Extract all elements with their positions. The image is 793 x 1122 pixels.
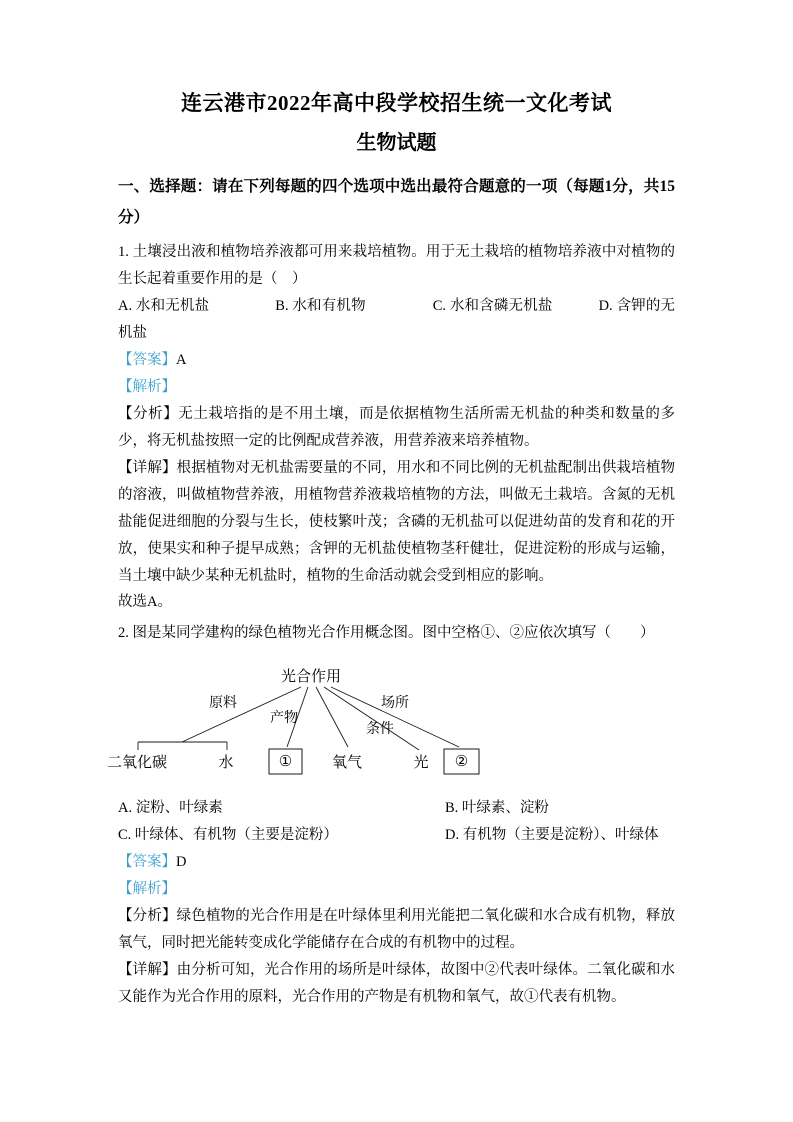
q1-answer-value: A bbox=[176, 351, 187, 368]
q1-detail-label: 【详解】 bbox=[118, 459, 177, 476]
q1-explanation-label: 【解析】 bbox=[118, 378, 176, 395]
q2-analysis-text: 绿色植物的光合作用是在叶绿体里利用光能把二氧化碳和水合成有机物，释放氧气，同时把光能转变成化学能储存在合成的有机物中的过程。 bbox=[118, 908, 676, 952]
section-heading: 一、选择题：请在下列每题的四个选项中选出最符合题意的一项（每题1分，共15分） bbox=[118, 178, 675, 226]
q1-analysis-paragraph bbox=[118, 401, 675, 455]
q1-answer-label: 【答案】 bbox=[118, 351, 176, 368]
q2-answer-value: D bbox=[176, 854, 187, 871]
q2-detail-paragraph bbox=[118, 957, 675, 1011]
q1-detail-paragraph bbox=[118, 455, 675, 590]
q1-analysis-label: 【分析】 bbox=[118, 405, 179, 422]
diagram-connector-lines bbox=[138, 687, 459, 750]
q1-conclusion: 故选A。 bbox=[118, 594, 172, 611]
doc-subtitle: 生物试题 bbox=[356, 132, 437, 155]
photosynthesis-concept-diagram bbox=[106, 655, 671, 783]
q2-stem: 2. 图是某同学建构的绿色植物光合作用概念图。图中空格①、②应依次填写（ ） bbox=[118, 625, 655, 642]
diagram-site-label: 场所 bbox=[381, 696, 409, 712]
q1-analysis-text: 无土栽培指的是不用土壤，而是依据植物生活所需无机盐的种类和数量的多少，将无机盐按照一定的比例配成营养液，用营养液来培养植物。 bbox=[118, 405, 676, 449]
question-2 bbox=[106, 620, 676, 1011]
diagram-condition-label: 条件 bbox=[366, 722, 394, 738]
question-1 bbox=[118, 239, 675, 617]
q2-answer-line bbox=[118, 849, 675, 876]
q2-option-c: C. 叶绿体、有机物（主要是淀粉） bbox=[118, 827, 338, 844]
q2-answer-label: 【答案】 bbox=[118, 854, 176, 871]
q2-options bbox=[118, 795, 675, 849]
q1-answer-line bbox=[118, 347, 675, 374]
q1-option-d: D. 含钾的无机盐 bbox=[118, 297, 675, 341]
diagram-materials-label: 原料 bbox=[209, 696, 237, 712]
q1-option-b: B. 水和有机物 bbox=[275, 297, 366, 314]
q2-explanation-label: 【解析】 bbox=[118, 881, 176, 898]
diagram-root-label: 光合作用 bbox=[280, 669, 342, 686]
q1-stem: 1. 土壤浸出液和植物培养液都可用来栽培植物。用于无土栽培的植物培养液中对植物的生长起着重要作用的是（ ） bbox=[118, 243, 675, 287]
diagram-light-label: 光 bbox=[413, 755, 429, 772]
q2-option-d: D. 有机物（主要是淀粉）、叶绿体 bbox=[445, 827, 659, 844]
q2-detail-text: 由分析可知，光合作用的场所是叶绿体，故图中②代表叶绿体。二氧化碳和水又能作为光合作用的原料，光合作用的产物是有机物和氧气，故①代表有机物。 bbox=[118, 962, 676, 1006]
q1-detail-text: 根据植物对无机盐需要量的不同，用水和不同比例的无机盐配制出供栽培植物的溶液，叫做植物营养液，用植物营养液栽培植物的方法，叫做无土栽培。含氮的无机盐能促进细胞的分裂与生长，使枝繁叶茂；含磷的无机盐可以促进幼苗的发育和花的开放，使果实和种子提早成熟；含钾的无机盐使植物茎秆健壮，促进淀粉的形成与运输，当土壤中缺少某种无机盐时，植物的生命活动就会受到相应的影响。 bbox=[118, 459, 676, 584]
q2-explanation-line bbox=[118, 876, 675, 903]
q1-options bbox=[118, 293, 675, 347]
diagram-blank1-label: ① bbox=[278, 754, 293, 771]
q2-detail-label: 【详解】 bbox=[118, 962, 177, 979]
diagram-oxygen-label: 氧气 bbox=[331, 755, 363, 772]
q1-option-c: C. 水和含磷无机盐 bbox=[432, 297, 553, 314]
doc-title: 连云港市2022年高中段学校招生统一文化考试 bbox=[181, 91, 612, 115]
q2-analysis-label: 【分析】 bbox=[118, 908, 177, 925]
q2-analysis-paragraph bbox=[118, 903, 675, 957]
diagram-water-label: 水 bbox=[218, 755, 234, 772]
q1-explanation-line bbox=[118, 374, 675, 401]
q2-option-b: B. 叶绿素、淀粉 bbox=[445, 800, 549, 817]
diagram-products-label: 产物 bbox=[270, 711, 298, 727]
q1-option-a: A. 水和无机盐 bbox=[118, 297, 210, 314]
diagram-co2-label: 二氧化碳 bbox=[106, 755, 168, 772]
q2-option-a: A. 淀粉、叶绿素 bbox=[118, 800, 223, 817]
diagram-blank2-label: ② bbox=[454, 754, 469, 771]
